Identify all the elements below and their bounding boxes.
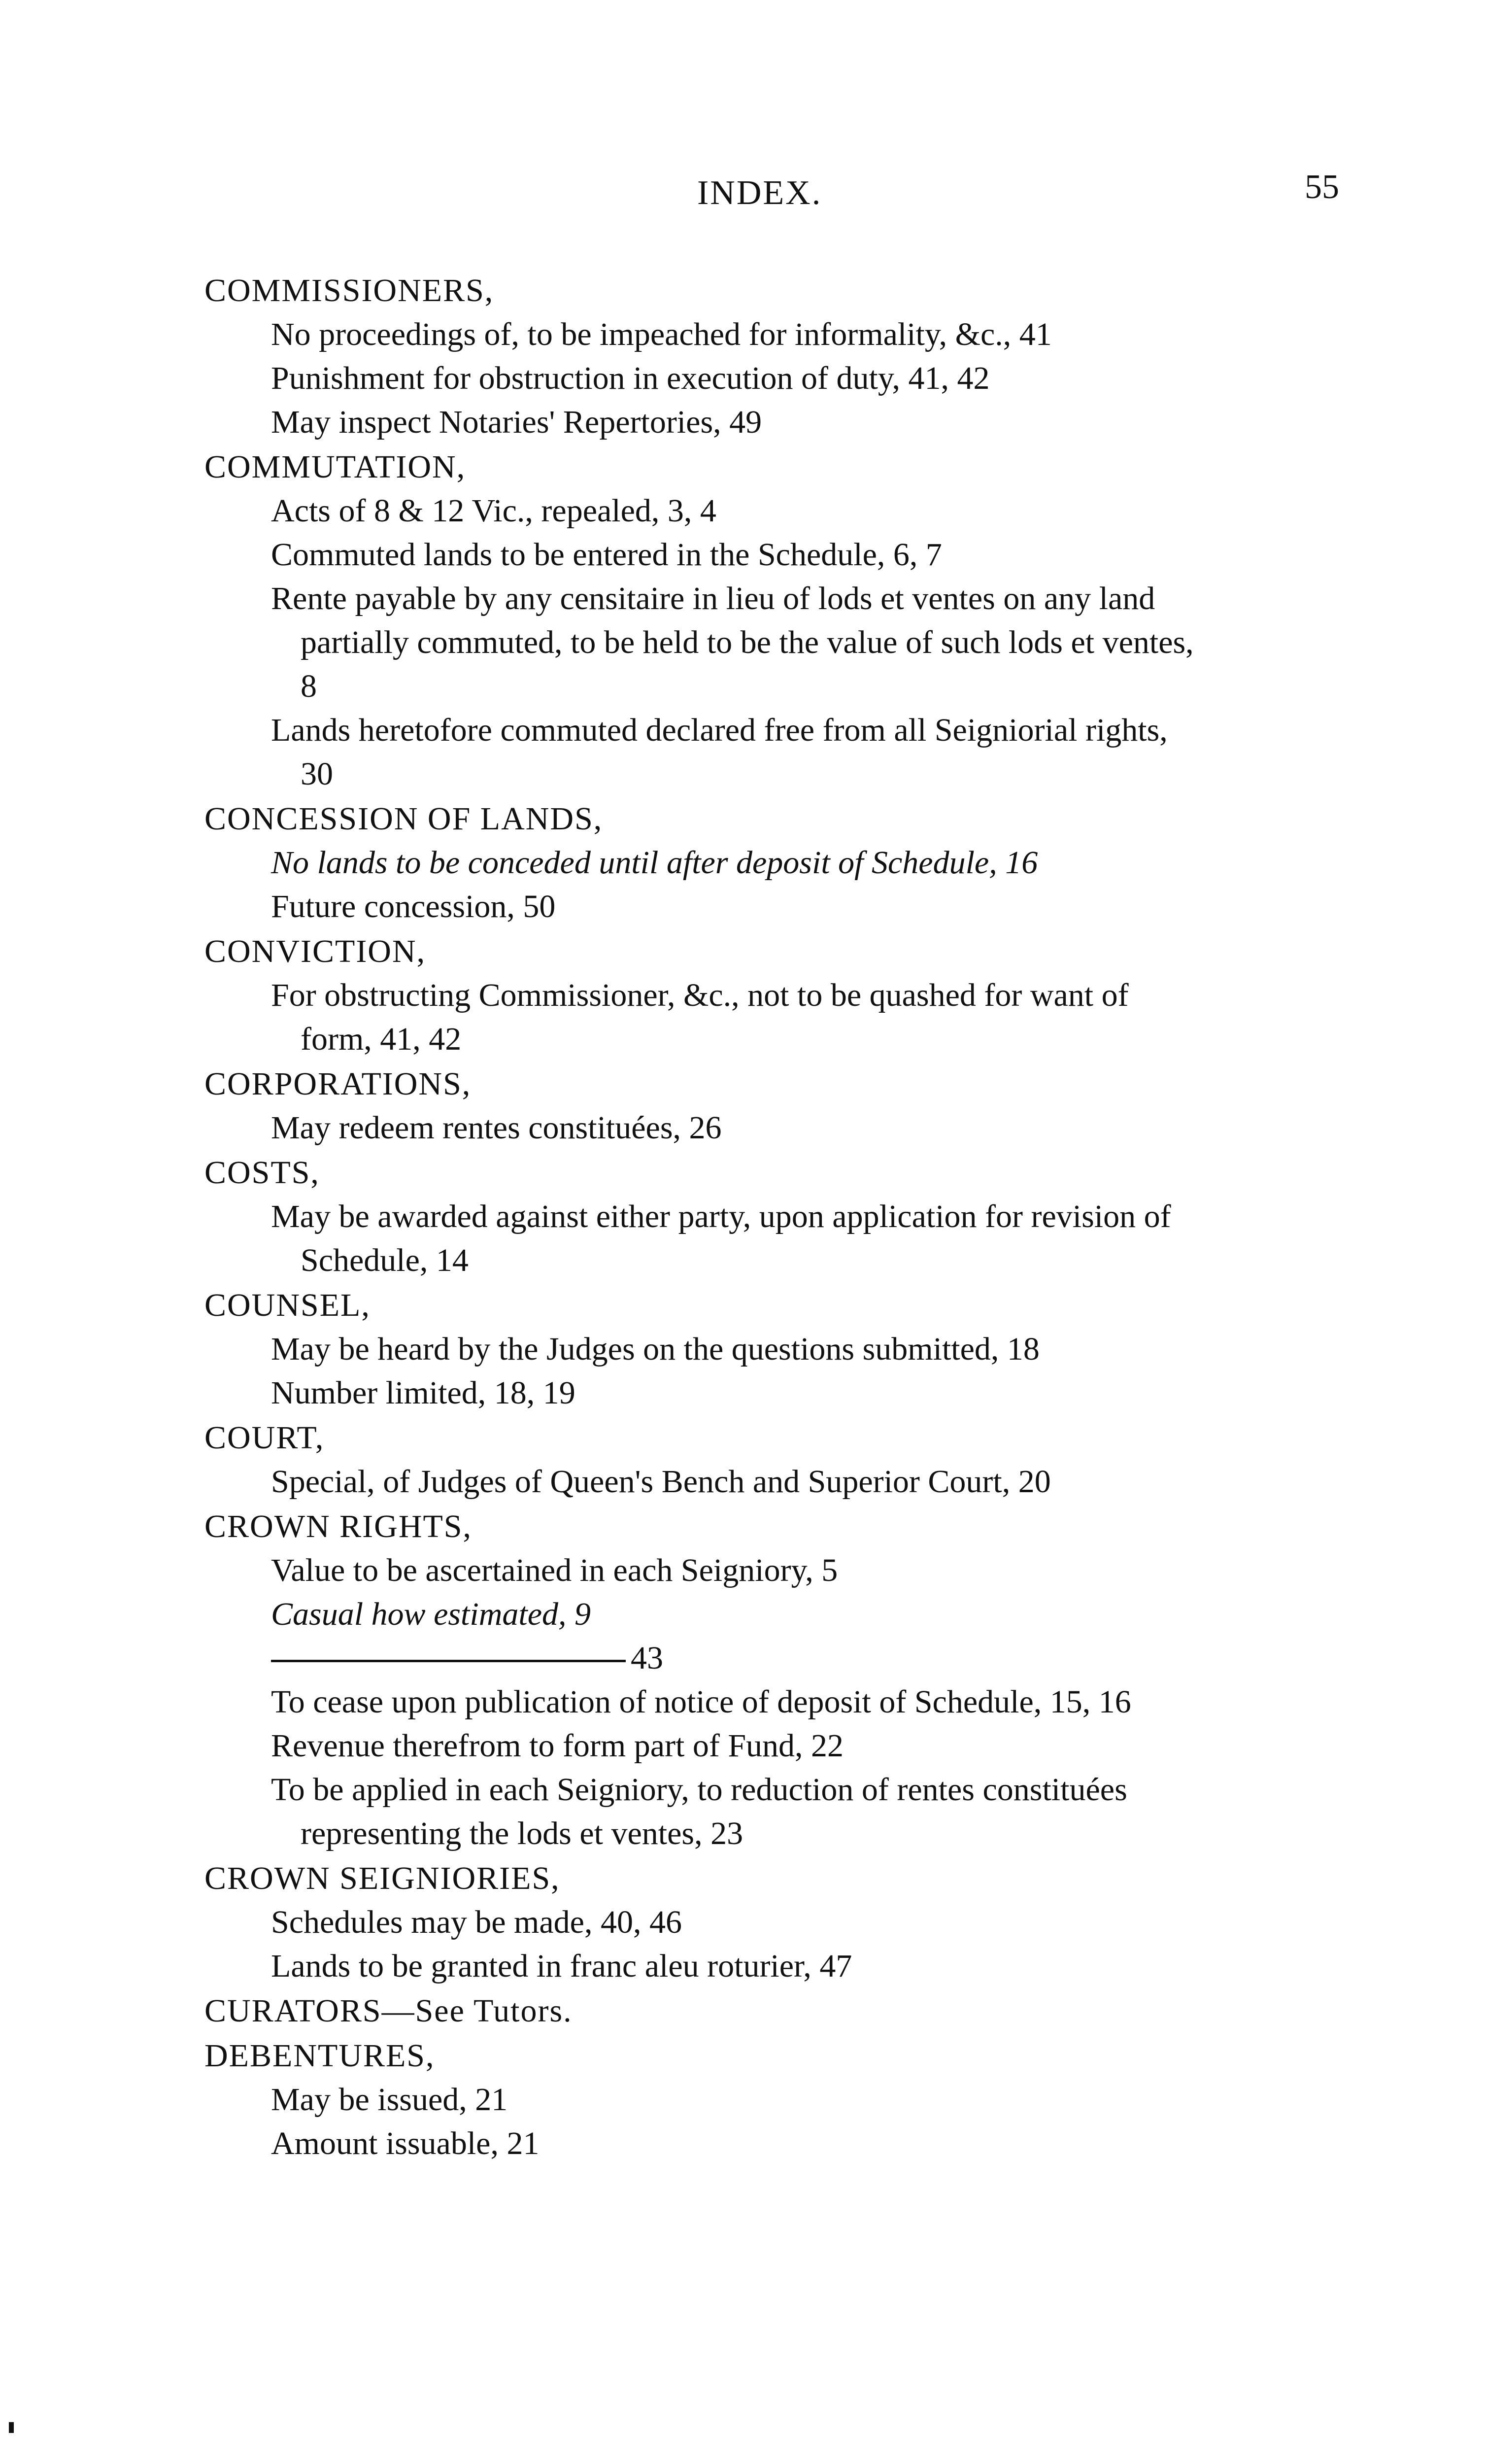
subentry-continuation: representing the lods et ventes, 23 (301, 1815, 743, 1851)
subentry (204, 1327, 1357, 1371)
page-number: 55 (1305, 168, 1339, 206)
subentry-continuation: 30 (301, 756, 333, 792)
index-entry (204, 1283, 1357, 1415)
subentry-text: To cease upon publication of notice of deposit of Schedule, 15, 16 (271, 1684, 1131, 1720)
entry-heading: COMMUTATION, (204, 449, 466, 485)
subentry-text: May be heard by the Judges on the questions submitted, 18 (271, 1331, 1040, 1367)
running-head: INDEX. (697, 174, 822, 212)
index-entry (204, 1416, 1357, 1504)
subentry-text: Number limited, 18, 19 (271, 1375, 575, 1411)
subentry-text: Special, of Judges of Queen's Bench and Superior Court, 20 (271, 1464, 1051, 1500)
index-entry (204, 797, 1357, 928)
subentry-text: No proceedings of, to be impeached for informality, &c., 41 (271, 316, 1052, 352)
subentry (204, 1460, 1357, 1504)
subentry-text: Future concession, 50 (271, 889, 556, 924)
entry-heading: CROWN RIGHTS, (204, 1508, 473, 1544)
subentry-text: Amount issuable, 21 (271, 2125, 540, 2161)
subentry (204, 973, 1357, 1061)
subentry-continuation: Schedule, 14 (301, 1242, 469, 1278)
subentry (204, 1944, 1357, 1988)
index-entry (204, 1505, 1357, 1855)
subentry (204, 400, 1357, 444)
subentry (204, 489, 1357, 533)
subentry (204, 841, 1357, 885)
subentry-continuation: partially commuted, to be held to be the value of such lods et ventes, (301, 624, 1194, 660)
index-body (204, 269, 1357, 2166)
subentry (204, 1592, 1357, 1636)
subentry-text: For obstructing Commissioner, &c., not to be quashed for want of (271, 977, 1129, 1013)
subentry-text: May inspect Notaries' Repertories, 49 (271, 404, 762, 440)
subentry-text: Acts of 8 & 12 Vic., repealed, 3, 4 (271, 493, 716, 529)
subentry-text: Lands heretofore commuted declared free from all Seigniorial rights, (271, 712, 1168, 748)
subentry-text: Schedules may be made, 40, 46 (271, 1904, 682, 1940)
subentry-text: Punishment for obstruction in execution of duty, 41, 42 (271, 360, 990, 396)
entry-heading: CORPORATIONS, (204, 1066, 472, 1102)
subentry-text: Revenue therefrom to form part of Fund, 22 (271, 1728, 844, 1764)
index-entry (204, 1151, 1357, 1282)
subentry-text: To be applied in each Seigniory, to reduction of rentes constituées (271, 1772, 1127, 1808)
entry-heading: CONVICTION, (204, 933, 426, 969)
subentry (204, 1548, 1357, 1592)
subentry-text: Rente payable by any censitaire in lieu of lods et ventes on any land (271, 581, 1155, 616)
subentry (204, 1900, 1357, 1944)
subentry (204, 1768, 1357, 1855)
subentry (204, 2122, 1357, 2165)
subentry (204, 1195, 1357, 1282)
scan-mark (9, 2422, 14, 2433)
subentry-text: Value to be ascertained in each Seigniory, 5 (271, 1552, 838, 1588)
subentry-text: Commuted lands to be entered in the Schedule, 6, 7 (271, 537, 942, 573)
subentry (204, 2078, 1357, 2122)
subentry-continuation: 8 (301, 668, 317, 704)
subentry-continuation: form, 41, 42 (301, 1021, 462, 1057)
index-entry (204, 2034, 1357, 2165)
index-entry (204, 1062, 1357, 1150)
entry-heading: DEBENTURES, (204, 2038, 435, 2074)
index-entry (204, 1989, 1357, 2033)
entry-heading: COMMISSIONERS, (204, 273, 494, 308)
entry-heading: CONCESSION OF LANDS, (204, 801, 603, 837)
subentry (204, 1371, 1357, 1415)
entry-heading: CURATORS—See Tutors. (204, 1993, 573, 2029)
subentry-text: No lands to be conceded until after deposit of Schedule, 16 (271, 845, 1038, 881)
index-entry (204, 929, 1357, 1061)
entry-heading: CROWN SEIGNIORIES, (204, 1860, 560, 1896)
subentry (204, 1636, 1357, 1680)
index-entry (204, 1856, 1357, 1988)
entry-heading: COSTS, (204, 1155, 320, 1191)
subentry (204, 533, 1357, 577)
subentry (204, 577, 1357, 708)
subentry (204, 1680, 1357, 1724)
entry-heading: COURT, (204, 1420, 325, 1456)
subentry-ditto-line (271, 1636, 1357, 1680)
subentry (204, 356, 1357, 400)
subentry (204, 1724, 1357, 1768)
subentry (204, 312, 1357, 356)
subentry (204, 1106, 1357, 1150)
subentry-text: May be issued, 21 (271, 2082, 508, 2118)
ditto-rule (271, 1660, 626, 1662)
entry-heading: COUNSEL, (204, 1287, 371, 1323)
subentry (204, 708, 1357, 796)
subentry-text: May redeem rentes constituées, 26 (271, 1110, 722, 1146)
index-entry (204, 269, 1357, 444)
subentry-text: Lands to be granted in franc aleu roturier, 47 (271, 1948, 852, 1984)
subentry (204, 885, 1357, 928)
subentry-text: May be awarded against either party, upon application for revision of (271, 1198, 1171, 1234)
index-entry (204, 445, 1357, 796)
subentry-text: Casual how estimated, 9 (271, 1596, 591, 1632)
subentry-text: 43 (631, 1640, 663, 1676)
